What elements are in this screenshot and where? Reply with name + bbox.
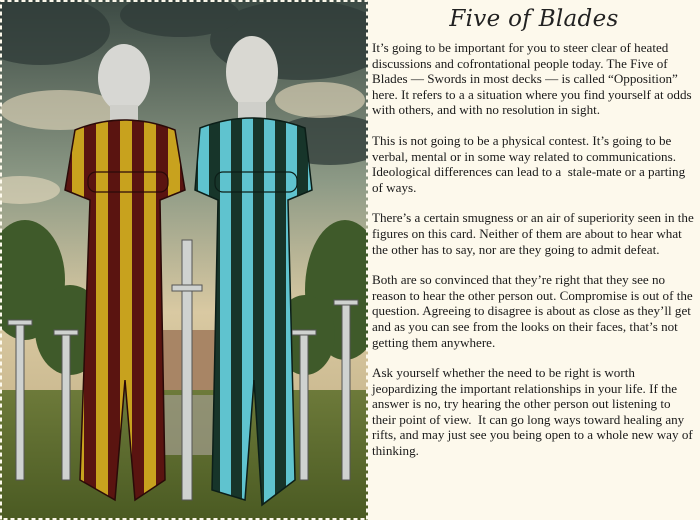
reading-paragraph-5: Ask yourself whether the need to be right is worth jeopardizing the important relationships in your life. If the answer is no, try hearing the other person out listening to their point of view. It can go long ways toward healing any rifts, and may just see you being open to a whole new way of thinking. bbox=[372, 365, 697, 459]
card-title: Five of Blades bbox=[449, 6, 619, 32]
reading-text-panel bbox=[372, 0, 696, 520]
reading-paragraph-2: This is not going to be a physical contest. It’s going to be verbal, mental or in some way related to communications. Ideological differences can lead to a stale-mate or a parting of ways. bbox=[372, 132, 689, 195]
reading-paragraph-1: It’s going to be important for you to steer clear of heated discussions and cofrontational people today. The Five of Blades — Swords in most decks — is called “Opposition” here. It refers to a a situation where you find yourself at odds with others, and with no resolution in sight. bbox=[372, 40, 695, 118]
reading-paragraph-4: Both are so convinced that they’re right that they see no reason to hear the other person out. Compromise is out of the question. Agreeing to disagree is about as close as they’ll get and as you can see from the looks on their faces, that’s not getting them anywhere. bbox=[372, 272, 697, 350]
reading-paragraph-3: There’s a certain smugness or an air of superiority seen in the figures on this card. Neither of them are about to hear what the other has to say, nor are they going to admit defeat. bbox=[372, 210, 698, 257]
